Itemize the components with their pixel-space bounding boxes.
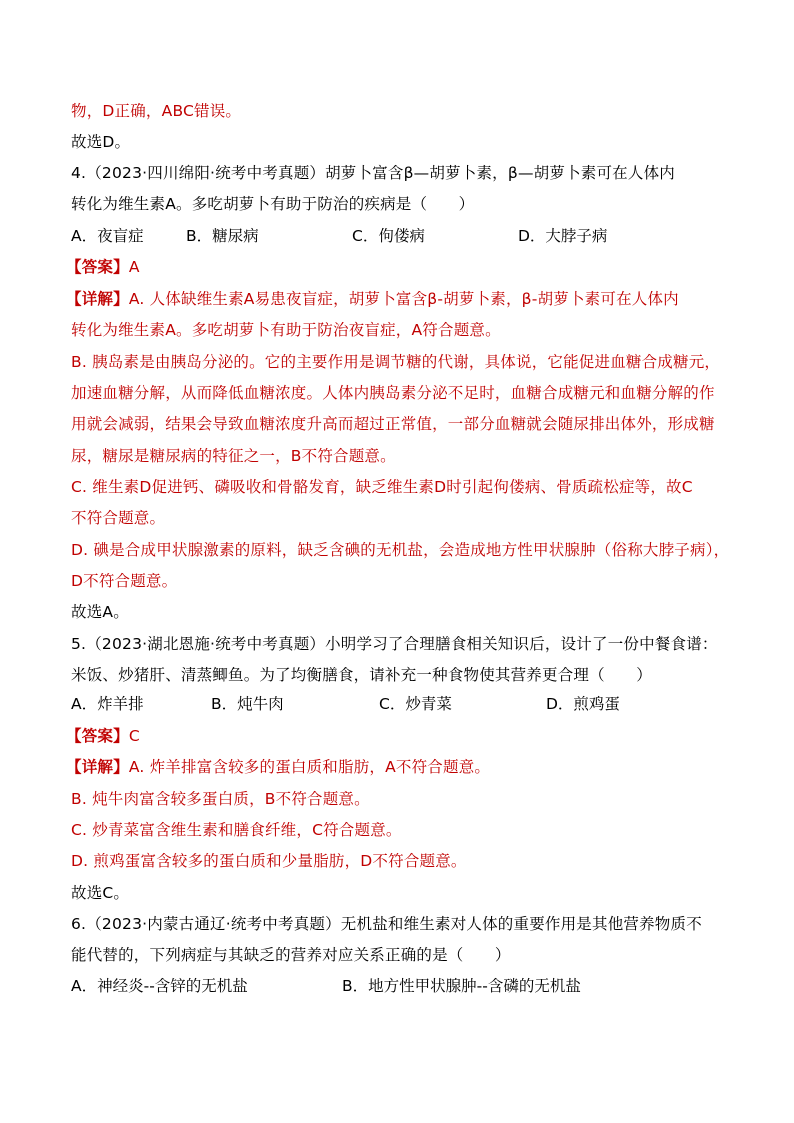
q4-detail-line-9: D. 碘是合成甲状腺激素的原料，缺乏含碘的无机盐，会造成地方性甲状腺肿（俗称大脖子病）， bbox=[71, 541, 730, 559]
q4-detail-line-4: 加速血糖分解，从而降低血糖浓度。人体内胰岛素分泌不足时，血糖合成糖元和血糖分解的作 bbox=[71, 384, 715, 402]
q6-options bbox=[71, 976, 731, 996]
q6-option-b: B．地方性甲状腺肿--含磷的无机盐 bbox=[342, 977, 581, 995]
q5-option-a: A．炸羊排 bbox=[71, 695, 144, 713]
q5-detail-line-1 bbox=[66, 757, 490, 777]
q5-option-d: D．煎鸡蛋 bbox=[546, 695, 620, 713]
q5-detail-tag: 【详解】 bbox=[66, 758, 129, 776]
q5-detail-line-4: D. 煎鸡蛋富含较多的蛋白质和少量脂肪，D不符合题意。 bbox=[71, 852, 467, 870]
q4-detail-text-1: A. 人体缺维生素A易患夜盲症，胡萝卜富含β-胡萝卜素，β-胡萝卜素可在人体内 bbox=[128, 290, 679, 308]
q5-options bbox=[71, 694, 731, 714]
q4-detail-line-2: 转化为维生素A。多吃胡萝卜有助于防治夜盲症，A符合题意。 bbox=[71, 321, 501, 339]
q5-answer-value: C bbox=[128, 727, 140, 745]
q6-option-a: A．神经炎--含锌的无机盐 bbox=[71, 977, 248, 995]
q4-option-d: D．大脖子病 bbox=[518, 227, 608, 245]
q5-detail-line-2: B. 炖牛肉富含较多蛋白质，B不符合题意。 bbox=[71, 790, 370, 808]
q5-answer-tag: 【答案】 bbox=[66, 727, 129, 745]
q5-detail-line-3: C. 炒青菜富含维生素和膳食纤维，C符合题意。 bbox=[71, 821, 402, 839]
q4-option-c: C．佝偻病 bbox=[352, 227, 425, 245]
prev-explanation-tail: 物，D正确，ABC错误。 bbox=[71, 102, 242, 120]
q5-choose-line: 故选C。 bbox=[71, 884, 130, 902]
q5-stem-line-2: 米饭、炒猪肝、清蒸鲫鱼。为了均衡膳食，请补充一种食物使其营养更合理（ ） bbox=[71, 666, 652, 684]
q4-option-a: A．夜盲症 bbox=[71, 227, 144, 245]
q5-answer bbox=[66, 726, 140, 746]
q6-stem-line-1: 6.（2023·内蒙古通辽·统考中考真题）无机盐和维生素对人体的重要作用是其他营养物质不 bbox=[71, 915, 702, 933]
q4-detail-line-1 bbox=[66, 289, 679, 309]
q5-stem-line-1: 5.（2023·湖北恩施·统考中考真题）小明学习了合理膳食相关知识后，设计了一份中餐食谱： bbox=[71, 635, 718, 653]
q4-detail-line-7: C. 维生素D促进钙、磷吸收和骨骼发育，缺乏维生素D时引起佝偻病、骨质疏松症等，故C bbox=[71, 478, 693, 496]
q4-answer-tag: 【答案】 bbox=[66, 258, 129, 276]
q4-answer bbox=[66, 257, 140, 277]
prev-choose-line: 故选D。 bbox=[71, 133, 131, 151]
q4-answer-value: A bbox=[128, 258, 140, 276]
q4-detail-line-10: D不符合题意。 bbox=[71, 572, 178, 590]
q4-detail-line-3: B. 胰岛素是由胰岛分泌的。它的主要作用是调节糖的代谢，具体说，它能促进血糖合成糖元， bbox=[71, 353, 721, 371]
q4-options bbox=[71, 226, 731, 246]
q4-stem-line-2: 转化为维生素A。多吃胡萝卜有助于防治的疾病是（ ） bbox=[71, 195, 475, 213]
q5-option-c: C．炒青菜 bbox=[379, 695, 452, 713]
q5-detail-text-1: A. 炸羊排富含较多的蛋白质和脂肪，A不符合题意。 bbox=[128, 758, 491, 776]
q4-option-b: B．糖尿病 bbox=[186, 227, 259, 245]
q4-detail-line-8: 不符合题意。 bbox=[71, 509, 166, 527]
q4-detail-tag: 【详解】 bbox=[66, 290, 129, 308]
q6-stem-line-2: 能代替的，下列病症与其缺乏的营养对应关系正确的是（ ） bbox=[71, 946, 511, 964]
q4-detail-line-6: 尿，糖尿是糖尿病的特征之一，B不符合题意。 bbox=[71, 447, 396, 465]
q4-detail-line-5: 用就会减弱，结果会导致血糖浓度升高而超过正常值，一部分血糖就会随尿排出体外，形成糖 bbox=[71, 415, 715, 433]
q5-option-b: B．炖牛肉 bbox=[211, 695, 284, 713]
q4-stem-line-1: 4.（2023·四川绵阳·统考中考真题）胡萝卜富含β—胡萝卜素，β—胡萝卜素可在人体内 bbox=[71, 164, 675, 182]
q4-choose-line: 故选A。 bbox=[71, 603, 129, 621]
